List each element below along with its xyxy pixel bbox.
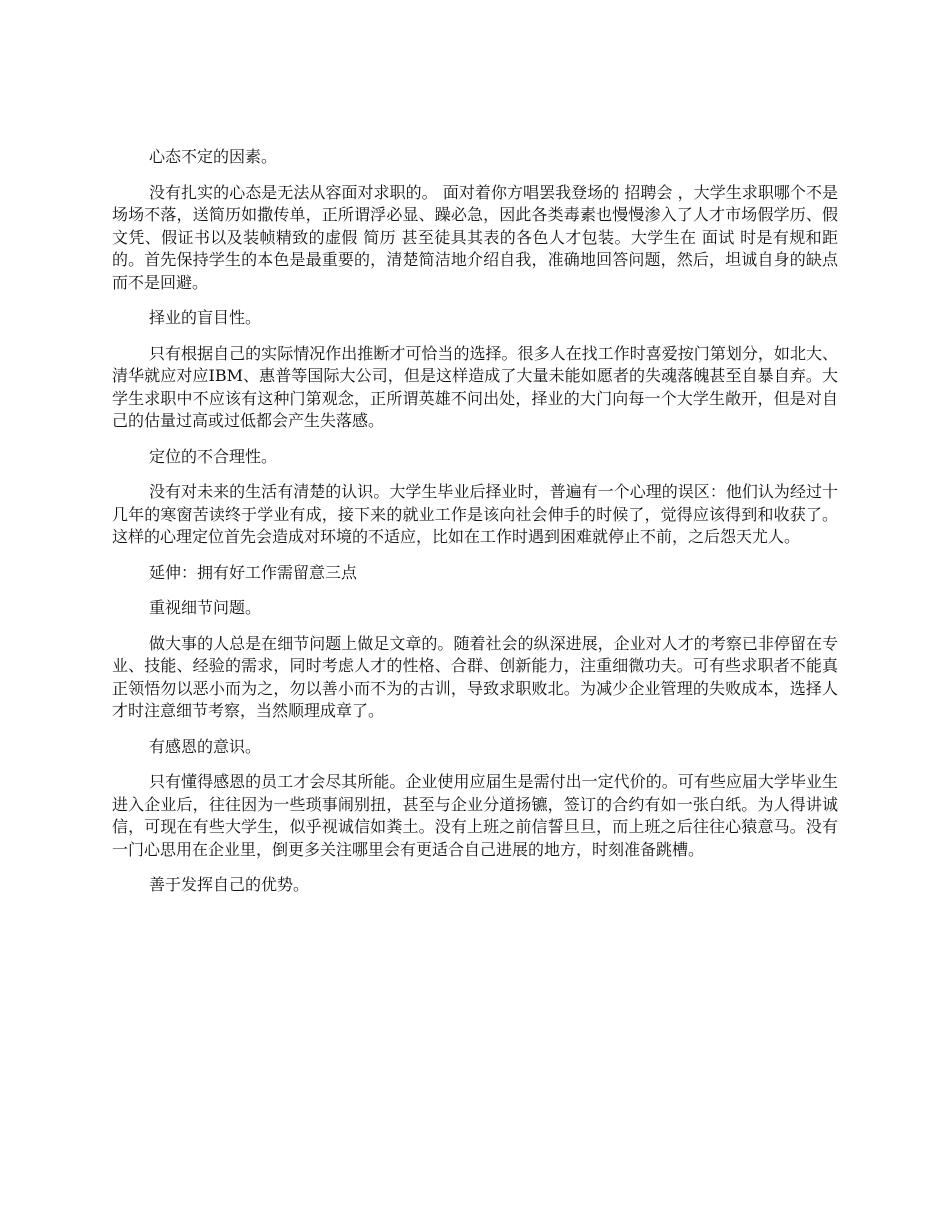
- body-paragraph: 只有懂得感恩的员工才会尽其所能。企业使用应届生是需付出一定代价的。可有些应届大学毕业生进入企业后，往往因为一些琐事闹别扭，甚至与企业分道扬镳，签订的合约有如一张白纸。为人得讲诚信，可现在有些大学生，似乎视诚信如粪土。没有上班之前信誓旦旦，而上班之后往往心猿意马。没有一门心思用在企业里，倒更多关注哪里会有更适合自己进展的地方，时刻准备跳槽。: [112, 772, 838, 859]
- section-heading: 有感恩的意识。: [149, 736, 262, 756]
- body-paragraph: 做大事的人总是在细节问题上做足文章的。随着社会的纵深进展，企业对人才的考察已非停留在专业、技能、经验的需求，同时考虑人才的性格、合群、创新能力，注重细微功夫。可有些求职者不能真正领悟勿以恶小而为之，勿以善小而不为的古训，导致求职败北。为减少企业管理的失败成本，选择人才时注意细节考察，当然顺理成章了。: [112, 633, 838, 720]
- section-heading: 择业的盲目性。: [149, 308, 262, 327]
- section-heading: 定位的不合理性。: [149, 446, 278, 466]
- body-paragraph: 没有对未来的生活有清楚的认识。大学生毕业后择业时，普遍有一个心理的误区：他们认为经过十几年的寒窗苦读终于学业有成，接下来的就业工作是该向社会伸手的时候了，觉得应该得到和收获了。这样的心理定位首先会造成对环境的不适应，比如在工作时遇到困难就停止不前，之后怨天尤人。: [112, 482, 838, 546]
- section-heading: 延伸：拥有好工作需留意三点: [149, 562, 358, 582]
- section-heading: 重视细节问题。: [149, 598, 262, 617]
- section-heading: 心态不定的因素。: [149, 147, 278, 166]
- body-paragraph: 没有扎实的心态是无法从容面对求职的。 面对着你方唱罢我登场的 招聘会 ，大学生求职哪个不是场场不落，送简历如撒传单，正所谓浮必显、躁必急，因此各类毒素也慢慢渗入了人才市场假学历、假文凭、假证书以及装帧精致的虚假 简历 甚至徒具其表的各色人才包装。大学生在 面试 时是有规和距的。首先保持学生的本色是最重要的，清楚简洁地介绍自我，准确地回答问题，然后，坦诚自身的缺点而不是回避。: [112, 182, 838, 292]
- section-heading: 善于发挥自己的优势。: [149, 875, 310, 894]
- document-body: [112, 146, 838, 910]
- body-paragraph: 只有根据自己的实际情况作出推断才可恰当的选择。很多人在找工作时喜爱按门第划分，如北大、清华就应对应IBM、惠普等国际大公司，但是这样造成了大量未能如愿者的失魂落魄甚至自暴自弃。大学生求职中不应该有这种门第观念，正所谓英雄不问出处，择业的大门向每一个大学生敞开，但是对自己的估量过高或过低都会产生失落感。: [112, 343, 838, 430]
